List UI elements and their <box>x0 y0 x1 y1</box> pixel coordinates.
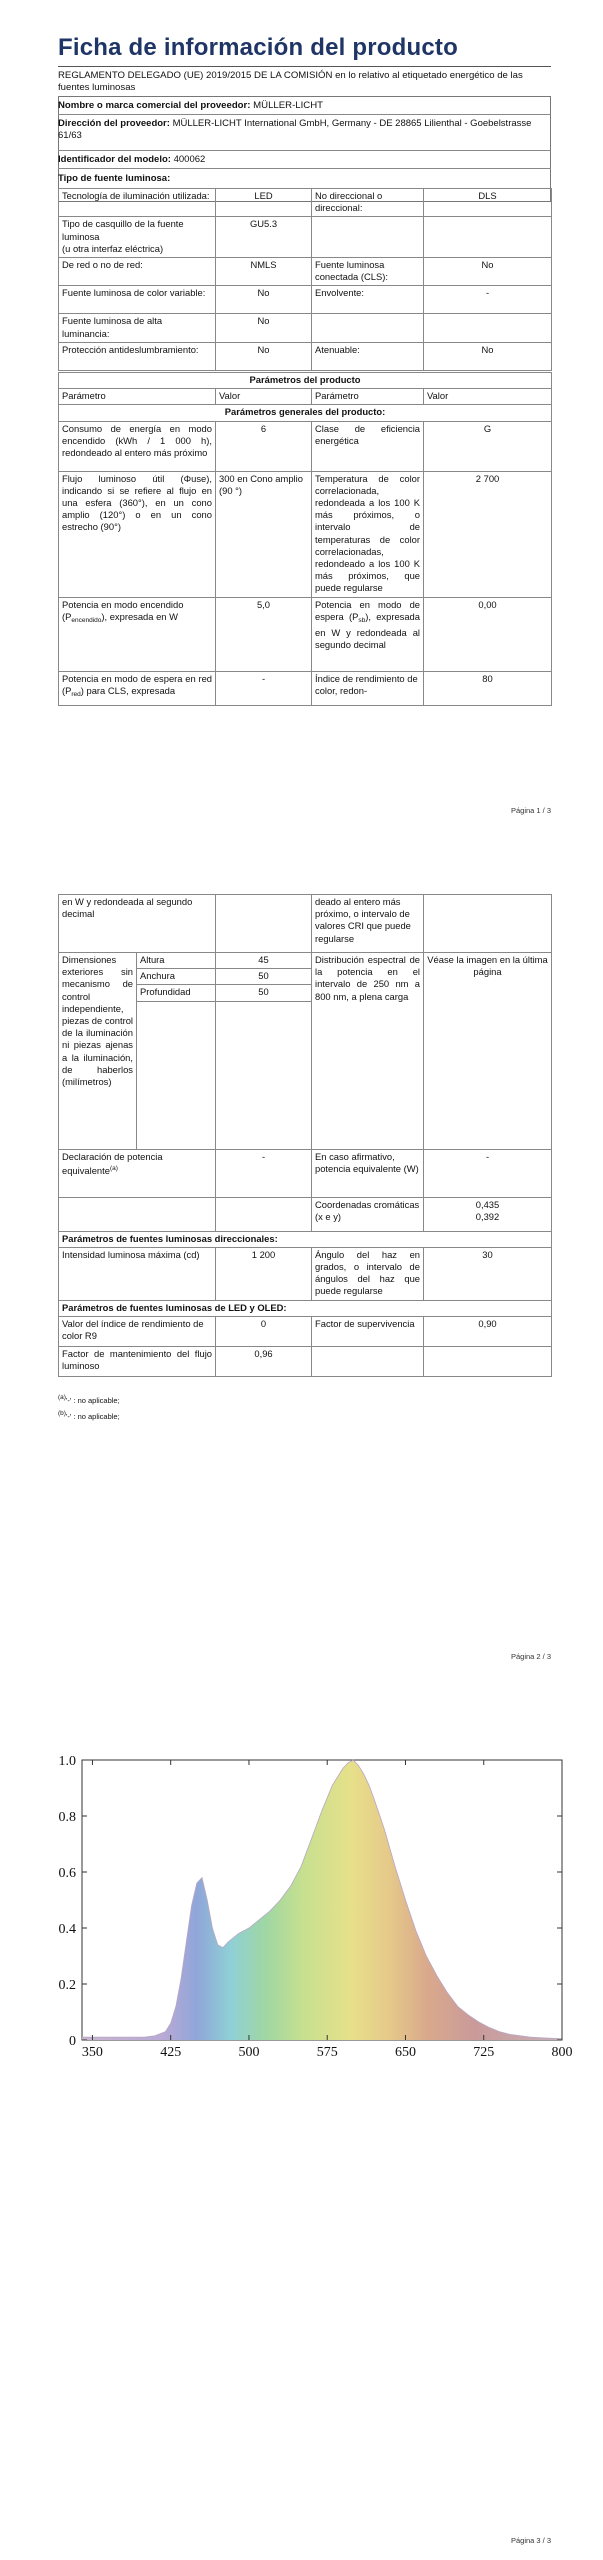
type-value: No <box>424 342 552 370</box>
param-label-sub: sb <box>358 616 366 624</box>
x-tick-label: 650 <box>394 2045 416 2060</box>
column-header: Valor <box>424 389 552 405</box>
y-tick-label: 0.2 <box>58 1978 76 1993</box>
directional-heading: Parámetros de fuentes luminosas direccionales: <box>59 1231 552 1247</box>
type-value <box>424 217 552 258</box>
param-label: Flujo luminoso útil (Φuse), indicando si se refiere al flujo en una esfera (360°), en un cono amplio (120°) o en un cono estrecho (90°) <box>59 471 216 597</box>
type-label <box>59 217 216 258</box>
dimensions-label: Dimensiones exteriores sin mecanismo de control independiente, piezas de control de la iluminación ni piezas ajenas a la iluminación, de haberlos (milímetros) <box>59 953 137 1150</box>
type-value: NMLS <box>216 258 312 286</box>
x-tick-label: 725 <box>473 2045 495 2060</box>
param-label: En caso afirmativo, potencia equivalente (W) <box>312 1149 424 1197</box>
table-row <box>59 471 552 597</box>
param-value: 6 <box>216 421 312 471</box>
x-tick-label: 575 <box>316 2045 338 2060</box>
footnote-text: '-' : no aplicable; <box>65 1396 120 1405</box>
param-label: Ángulo del haz en grados, o intervalo de ángulos del haz que puede regularse <box>312 1247 424 1300</box>
table-row <box>59 1231 552 1247</box>
param-value: 30 <box>424 1247 552 1300</box>
footnote-text: '-' : no aplicable; <box>65 1412 120 1421</box>
type-value: GU5.3 <box>216 217 312 258</box>
page-number: Página 1 / 3 <box>510 806 551 815</box>
cap-label: Tipo de casquillo de la fuente luminosa <box>62 218 184 242</box>
dimension-name: Altura <box>137 953 216 969</box>
x-tick-label: 800 <box>551 2045 573 2060</box>
regulation-text: REGLAMENTO DELEGADO (UE) 2019/2015 DE LA COMISIÓN en lo relativo al etiquetado energético de las fuentes luminosas <box>58 70 523 93</box>
param-value: G <box>424 421 552 471</box>
param-value: - <box>216 1149 312 1197</box>
type-label: Tecnología de iluminación utilizada: <box>59 189 216 217</box>
type-value <box>424 314 552 342</box>
param-label: deado al entero más próximo, o intervalo de valores CRI que puede regularse <box>312 895 424 953</box>
param-value <box>216 1197 312 1231</box>
param-label: Intensidad luminosa máxima (cd) <box>59 1247 216 1300</box>
supplier-name-value: MÜLLER-LICHT <box>253 100 323 111</box>
table-row <box>59 314 552 342</box>
table-row <box>59 405 552 421</box>
param-label: en W y redondeada al segundo decimal <box>59 895 216 953</box>
type-label <box>312 314 424 342</box>
param-label-text: Potencia en modo de espera en red (P <box>62 672 212 696</box>
param-label: Factor de supervivencia <box>312 1316 424 1346</box>
footnote <box>58 1394 120 1405</box>
source-type-heading: Tipo de fuente luminosa: <box>58 168 551 185</box>
type-label: Fuente luminosa conectada (CLS): <box>312 258 424 286</box>
param-label-text: ) para CLS, expresada <box>80 684 176 696</box>
table-row <box>59 1149 552 1197</box>
y-tick-label: 0 <box>69 2034 76 2049</box>
table-row <box>59 1316 552 1346</box>
page-2 <box>0 838 603 1684</box>
column-header: Parámetro <box>312 389 424 405</box>
type-label: De red o no de red: <box>59 258 216 286</box>
page-number: Página 2 / 3 <box>510 1652 551 1661</box>
column-header: Valor <box>216 389 312 405</box>
table-header-row <box>59 389 552 405</box>
type-value: LED <box>216 189 312 217</box>
chroma-y: 0,392 <box>475 1210 500 1222</box>
param-label-text: ), expresada en W <box>101 610 178 622</box>
table-row <box>59 895 552 953</box>
param-label-text: Potencia en modo de espera (P <box>315 598 420 622</box>
spectrum-fill <box>82 1760 562 2040</box>
type-label <box>312 217 424 258</box>
supplier-name-label: Nombre o marca comercial del proveedor: <box>58 100 251 111</box>
general-params-heading: Parámetros generales del producto: <box>59 405 552 421</box>
param-label-sub: red <box>71 690 81 698</box>
x-tick-label: 500 <box>238 2045 260 2060</box>
param-label-text: ), expresada en W y redondeada al segundo decimal <box>315 610 420 651</box>
x-tick-label: 350 <box>81 2045 103 2060</box>
page-title: Ficha de información del producto <box>58 34 458 61</box>
cap-label-note: (u otra interfaz eléctrica) <box>62 242 164 254</box>
param-label: Consumo de energía en modo encendido (kWh / 1 000 h), redondeado al entero más próximo <box>59 421 216 471</box>
type-label: No direccional o direccional: <box>312 189 424 217</box>
dimension-value: 45 <box>216 953 312 969</box>
param-label: Clase de eficiencia energética <box>312 421 424 471</box>
table-row <box>59 217 552 258</box>
model-value: 400062 <box>173 154 206 165</box>
supplier-address-line <box>58 114 551 142</box>
type-value: No <box>216 286 312 314</box>
dimension-value <box>216 1001 312 1149</box>
param-value <box>424 895 552 953</box>
type-value: DLS <box>424 189 552 217</box>
footnote-mark: (a) <box>58 1394 66 1401</box>
param-value: 2 700 <box>424 471 552 597</box>
param-label <box>312 1346 424 1376</box>
param-label: Coordenadas cromáticas (x e y) <box>312 1197 424 1231</box>
table-row <box>59 421 552 471</box>
param-label <box>59 1197 216 1231</box>
table-row <box>59 342 552 370</box>
dimension-name: Profundidad <box>137 985 216 1001</box>
supplier-address-label: Dirección del proveedor: <box>58 118 170 129</box>
param-label <box>59 671 216 705</box>
type-value: No <box>424 258 552 286</box>
dimension-name: Anchura <box>137 969 216 985</box>
param-label: Valor del índice de rendimiento de color R9 <box>59 1316 216 1346</box>
model-label: Identificador del modelo: <box>58 154 171 165</box>
y-tick-label: 0.4 <box>58 1922 76 1937</box>
param-value: Véase la imagen en la última página <box>424 953 552 1150</box>
dimension-value: 50 <box>216 969 312 985</box>
table-row <box>59 1300 552 1316</box>
param-value: 0 <box>216 1316 312 1346</box>
table-row <box>59 953 552 969</box>
table-row <box>59 1197 552 1231</box>
table-row <box>59 286 552 314</box>
type-label: Atenuable: <box>312 342 424 370</box>
param-label: Factor de mantenimiento del flujo luminoso <box>59 1346 216 1376</box>
product-params-table-cont <box>58 894 552 1377</box>
footnote-ref: (a) <box>109 1164 118 1172</box>
param-value <box>424 1197 552 1231</box>
param-value: - <box>424 1149 552 1197</box>
table-row <box>59 1247 552 1300</box>
dimension-name <box>137 1001 216 1149</box>
chroma-x: 0,435 <box>475 1198 500 1210</box>
y-tick-label: 0.8 <box>58 1810 76 1825</box>
dimension-value: 50 <box>216 985 312 1001</box>
type-label: Fuente luminosa de color variable: <box>59 286 216 314</box>
footnote <box>58 1410 120 1421</box>
supplier-name-line <box>58 100 551 112</box>
table-row <box>59 258 552 286</box>
led-heading: Parámetros de fuentes luminosas de LED y OLED: <box>59 1300 552 1316</box>
table-row <box>59 189 552 217</box>
param-label: Índice de rendimiento de color, redon- <box>312 671 424 705</box>
param-value <box>216 895 312 953</box>
spectral-power-chart <box>40 1748 600 2088</box>
column-header: Parámetro <box>59 389 216 405</box>
type-value: - <box>424 286 552 314</box>
table-row <box>59 597 552 671</box>
param-value: 0,96 <box>216 1346 312 1376</box>
supplier-address-value: MÜLLER-LICHT International GmbH, Germany - DE 28865 Lilienthal - Goebelstrasse 61/63 <box>58 118 532 141</box>
param-label-text: Potencia en modo encendido (P <box>62 598 184 622</box>
param-value: 0,00 <box>424 597 552 671</box>
type-value: No <box>216 314 312 342</box>
footnote-mark: (b) <box>58 1410 66 1417</box>
param-label: Temperatura de color correlacionada, redondeada a los 100 K más próximos, o intervalo de temperaturas de color correlacionadas, redondeado a los 100 K más próximos, que puede regularse <box>312 471 424 597</box>
y-tick-label: 0.6 <box>58 1866 76 1881</box>
param-value: 80 <box>424 671 552 705</box>
y-tick-label: 1.0 <box>58 1754 76 1769</box>
type-label: Envolvente: <box>312 286 424 314</box>
model-line <box>58 150 551 166</box>
param-label <box>312 597 424 671</box>
param-value: 0,90 <box>424 1316 552 1346</box>
type-value: No <box>216 342 312 370</box>
param-value: - <box>216 671 312 705</box>
param-label-text: Declaración de potencia equivalente <box>62 1150 163 1176</box>
page-number: Página 3 / 3 <box>510 2536 551 2545</box>
product-params-heading: Parámetros del producto <box>59 373 552 389</box>
param-label <box>59 597 216 671</box>
param-value: 300 en Cono amplio (90 °) <box>216 471 312 597</box>
table-row <box>59 373 552 389</box>
type-label: Fuente luminosa de alta luminancia: <box>59 314 216 342</box>
table-row <box>59 1346 552 1376</box>
type-label: Protección antideslumbramiento: <box>59 342 216 370</box>
plot-area <box>59 1754 573 2060</box>
title-rule <box>58 66 551 67</box>
param-label <box>59 1149 216 1197</box>
source-type-table <box>58 188 552 371</box>
param-label-sub: encendido <box>71 616 102 624</box>
x-tick-label: 425 <box>160 2045 182 2060</box>
page-1 <box>0 0 603 838</box>
product-params-table <box>58 372 552 706</box>
param-value: 5,0 <box>216 597 312 671</box>
page-3 <box>0 1684 603 2560</box>
param-value <box>424 1346 552 1376</box>
param-label: Distribución espectral de la potencia en el intervalo de 250 nm a 800 nm, a plena carga <box>312 953 424 1150</box>
param-value: 1 200 <box>216 1247 312 1300</box>
table-row <box>59 671 552 705</box>
